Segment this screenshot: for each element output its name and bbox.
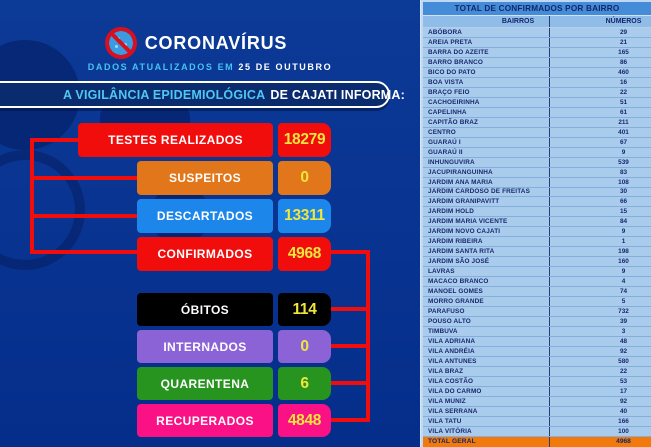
bairro-name: POUSO ALTO xyxy=(428,318,471,326)
table-row xyxy=(423,267,651,277)
bairro-name: VILA ANDRÉIA xyxy=(428,347,475,355)
bairro-count: 16 xyxy=(549,78,651,87)
app-title: CORONAVÍRUS xyxy=(144,32,288,53)
table-row xyxy=(423,108,651,118)
bairro-count: 22 xyxy=(549,88,651,97)
table-row xyxy=(423,207,651,217)
stat-label: CONFIRMADOS xyxy=(137,237,273,271)
connector-line xyxy=(331,344,366,348)
stat-label: SUSPEITOS xyxy=(137,161,273,195)
bairro-name: LAVRAS xyxy=(428,268,455,276)
updated-date-prefix: DADOS ATUALIZADOS EM xyxy=(87,62,239,72)
bairro-name: VILA BRAZ xyxy=(428,367,464,375)
bairro-count: 539 xyxy=(549,158,651,167)
bairro-name: MANOEL GOMES xyxy=(428,288,483,296)
updated-date-value: 25 DE OUTUBRO xyxy=(238,62,333,72)
bairro-count: 160 xyxy=(549,257,651,266)
connector-line xyxy=(30,138,78,142)
table-row xyxy=(423,158,651,168)
bairro-name: MORRO GRANDE xyxy=(428,298,484,306)
table-row xyxy=(423,68,651,78)
bairro-count: 580 xyxy=(549,357,651,366)
stat-row xyxy=(0,404,331,437)
bairro-count: 165 xyxy=(549,48,651,57)
bairro-name: BICO DO PATO xyxy=(428,68,476,76)
bairro-count: 198 xyxy=(549,247,651,256)
stat-row xyxy=(0,367,331,400)
column-header-numeros: NÚMEROS xyxy=(549,16,651,27)
announcement-banner xyxy=(0,81,406,108)
bairro-table-panel xyxy=(420,0,651,447)
bairro-name: VILA SERRANA xyxy=(428,407,478,415)
table-row xyxy=(423,397,651,407)
bairro-name: JARDIM HOLD xyxy=(428,208,475,216)
stat-label: INTERNADOS xyxy=(137,330,273,363)
table-row xyxy=(423,287,651,297)
bairro-count: 9 xyxy=(549,227,651,236)
bairro-name: CAPELINHA xyxy=(428,108,467,116)
table-row xyxy=(423,417,651,427)
table-row xyxy=(423,118,651,128)
bairro-count: 84 xyxy=(549,217,651,226)
bairro-count: 732 xyxy=(549,307,651,316)
table-row xyxy=(423,427,651,437)
bairro-count: 401 xyxy=(549,128,651,137)
table-row xyxy=(423,407,651,417)
bairro-count: 30 xyxy=(549,188,651,197)
table-row xyxy=(423,277,651,287)
stat-label: TESTES REALIZADOS xyxy=(78,123,273,157)
bairro-name: CENTRO xyxy=(428,128,456,136)
logo-row xyxy=(0,26,420,60)
bairro-name: JARDIM RIBEIRA xyxy=(428,238,483,246)
bairro-name: JARDIM MARIA VICENTE xyxy=(428,218,508,226)
table-row xyxy=(423,148,651,158)
table-title: TOTAL DE CONFIRMADOS POR BAIRRO xyxy=(423,2,651,16)
table-row xyxy=(423,38,651,48)
connector-line xyxy=(331,418,366,422)
stat-label: QUARENTENA xyxy=(137,367,273,400)
bairro-name: JARDIM ANA MARIA xyxy=(428,178,493,186)
bairro-name: JARDIM CARDOSO DE FREITAS xyxy=(428,188,530,196)
secondary-stats-group xyxy=(0,293,331,441)
bairro-count: 15 xyxy=(549,207,651,216)
connector-line xyxy=(30,214,137,218)
table-row xyxy=(423,347,651,357)
bairro-name: BOA VISTA xyxy=(428,78,464,86)
bairro-name: GUARAÚ I xyxy=(428,138,461,146)
stat-row xyxy=(0,330,331,363)
connector-line xyxy=(30,176,137,180)
table-row xyxy=(423,168,651,178)
bairro-count: 211 xyxy=(549,118,651,127)
table-row xyxy=(423,217,651,227)
table-row xyxy=(423,28,651,38)
bairro-count: 86 xyxy=(549,58,651,67)
table-row xyxy=(423,387,651,397)
bairro-count: 9 xyxy=(549,148,651,157)
table-row xyxy=(423,88,651,98)
bairro-name: JARDIM SANTA RITA xyxy=(428,248,495,256)
table-row xyxy=(423,247,651,257)
stat-value: 4968 xyxy=(278,237,331,271)
stat-value: 6 xyxy=(278,367,331,400)
table-row xyxy=(423,138,651,148)
bairro-count: 39 xyxy=(549,317,651,326)
bairro-count: 92 xyxy=(549,397,651,406)
bairro-name: VILA ADRIANA xyxy=(428,338,476,346)
bairro-count: 66 xyxy=(549,197,651,206)
bairro-name: GUARAÚ II xyxy=(428,148,463,156)
bairro-count: 40 xyxy=(549,407,651,416)
table-row xyxy=(423,297,651,307)
bairro-count: 67 xyxy=(549,138,651,147)
bairro-name: JACUPIRANGUINHA xyxy=(428,168,493,176)
total-value: 4968 xyxy=(549,437,651,447)
bairro-name: INHUNGUVIRA xyxy=(428,158,475,166)
table-row xyxy=(423,357,651,367)
bairro-count: 4 xyxy=(549,277,651,286)
table-row xyxy=(423,178,651,188)
bairro-count: 100 xyxy=(549,427,651,436)
connector-line xyxy=(30,138,34,254)
bairro-name: VILA DO CARMO xyxy=(428,387,482,395)
bairro-count: 29 xyxy=(549,28,651,37)
bairro-count: 22 xyxy=(549,367,651,376)
stat-label: DESCARTADOS xyxy=(137,199,273,233)
bairro-count: 460 xyxy=(549,68,651,77)
table-row xyxy=(423,188,651,198)
table-row xyxy=(423,327,651,337)
table-row xyxy=(423,317,651,327)
bairro-name: VILA ANTUNES xyxy=(428,357,477,365)
bairro-count: 5 xyxy=(549,297,651,306)
bairro-count: 17 xyxy=(549,387,651,396)
stat-value: 18279 xyxy=(278,123,331,157)
bairro-count: 21 xyxy=(549,38,651,47)
stat-value: 4848 xyxy=(278,404,331,437)
bairro-name: JARDIM SÃO JOSÉ xyxy=(428,258,490,266)
bairro-count: 1 xyxy=(549,237,651,246)
table-row xyxy=(423,78,651,88)
bairro-name: JARDIM NOVO CAJATI xyxy=(428,228,501,236)
bairro-name: ABÓBORA xyxy=(428,28,463,36)
bairro-name: BARRO BRANCO xyxy=(428,58,484,66)
stat-value: 13311 xyxy=(278,199,331,233)
table-row xyxy=(423,367,651,377)
stat-row xyxy=(0,237,331,271)
connector-line xyxy=(331,381,366,385)
stat-label: RECUPERADOS xyxy=(137,404,273,437)
bairro-count: 108 xyxy=(549,178,651,187)
updated-date-line xyxy=(0,62,420,72)
stat-row xyxy=(0,293,331,326)
bairro-count: 3 xyxy=(549,327,651,336)
bairro-name: AREIA PRETA xyxy=(428,38,473,46)
bairro-count: 83 xyxy=(549,168,651,177)
table-row xyxy=(423,337,651,347)
prohibition-ring xyxy=(105,27,137,59)
table-column-header xyxy=(423,16,651,28)
connector-line xyxy=(331,250,370,254)
table-row xyxy=(423,98,651,108)
table-row xyxy=(423,58,651,68)
table-row xyxy=(423,307,651,317)
column-header-bairros: BAIRROS xyxy=(501,18,535,25)
table-row xyxy=(423,377,651,387)
bairro-name: VILA TATU xyxy=(428,417,462,425)
bairro-count: 48 xyxy=(549,337,651,346)
stat-label: ÓBITOS xyxy=(137,293,273,326)
table-row xyxy=(423,48,651,58)
stat-value: 0 xyxy=(278,161,331,195)
bairro-count: 61 xyxy=(549,108,651,117)
bairro-count: 51 xyxy=(549,98,651,107)
bairro-name: VILA MUNIZ xyxy=(428,397,466,405)
no-virus-icon xyxy=(105,27,137,59)
connector-line xyxy=(331,307,366,311)
bairro-count: 166 xyxy=(549,417,651,426)
connector-line xyxy=(366,250,370,422)
table-row xyxy=(423,128,651,138)
bairro-name: CAPITÃO BRAZ xyxy=(428,118,479,126)
bairro-name: CACHOEIRINHA xyxy=(428,98,480,106)
bairro-name: VILA VITÓRIA xyxy=(428,427,472,435)
stat-value: 114 xyxy=(278,293,331,326)
bairro-name: TIMBUVA xyxy=(428,328,458,336)
bairro-name: PARAFUSO xyxy=(428,308,465,316)
table-row xyxy=(423,257,651,267)
bairro-count: 9 xyxy=(549,267,651,276)
bairro-name: BRAÇO FEIO xyxy=(428,88,470,96)
bairro-name: VILA COSTÃO xyxy=(428,377,474,385)
table-total-row xyxy=(423,437,651,447)
total-label: TOTAL GERAL xyxy=(428,438,476,446)
table-row xyxy=(423,227,651,237)
table-row xyxy=(423,237,651,247)
banner-highlight: A VIGILÂNCIA EPIDEMIOLÓGICA xyxy=(62,87,266,102)
bairro-name: JARDIM GRANIPAVITT xyxy=(428,198,500,206)
bairro-count: 92 xyxy=(549,347,651,356)
bairro-count: 53 xyxy=(549,377,651,386)
table-row xyxy=(423,197,651,207)
bairro-count: 74 xyxy=(549,287,651,296)
bairro-name: MACACO BRANCO xyxy=(428,278,489,286)
bairro-name: BARRA DO AZEITE xyxy=(428,48,489,56)
stat-value: 0 xyxy=(278,330,331,363)
banner-rest: DE CAJATI INFORMA: xyxy=(270,87,406,102)
connector-line xyxy=(30,250,137,254)
table-body xyxy=(423,28,651,447)
